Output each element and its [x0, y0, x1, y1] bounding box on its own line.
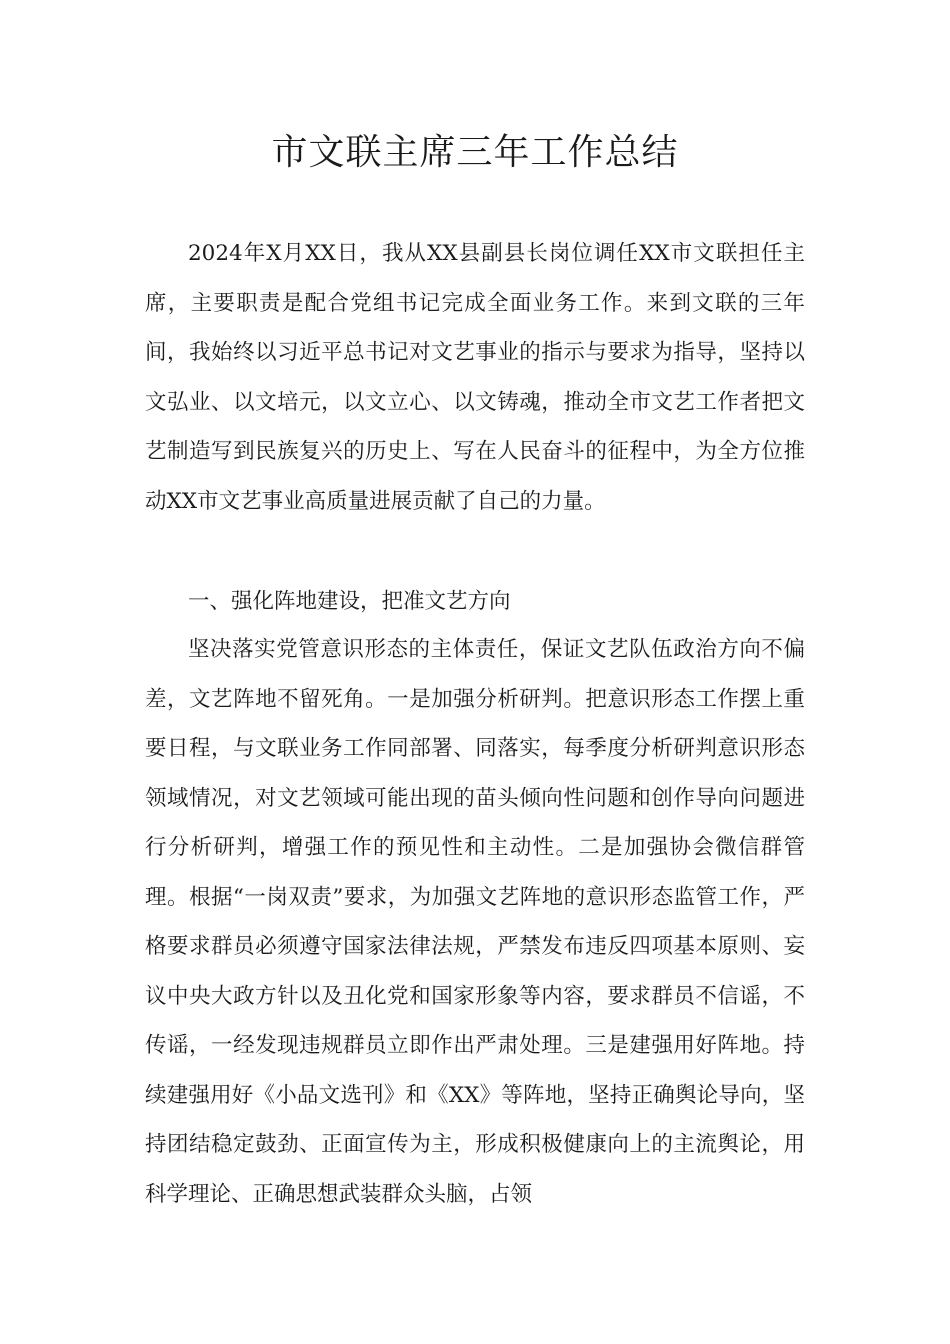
section-body-paragraph: 坚决落实党管意识形态的主体责任，保证文艺队伍政治方向不偏差，文艺阵地不留死角。一是加强分析研判。把意识形态工作摆上重要日程，与文联业务工作同部署、同落实，每季度分析研判意识形态领域情况，对文艺领域可能出现的苗头倾向性问题和创作导向问题进行分析研判，增强工作的预见性和主动性。二是加强协会微信群管理。根据“一岗双责”要求，为加强文艺阵地的意识形态监管工作，严格要求群员必须遵守国家法律法规，严禁发布违反四项基本原则、妄议中央大政方针以及丑化党和国家形象等内容，要求群员不信谣，不传谣，一经发现违规群员立即作出严肃处理。三是建强用好阵地。持续建强用好《小品文选刊》和《XX》等阵地，坚持正确舆论导向，坚持团结稳定鼓劲、正面宣传为主，形成积极健康向上的主流舆论，用科学理论、正确思想武装群众头脑，占领 [145, 637, 805, 1207]
intro-paragraph: 2024年X月XX日，我从XX县副县长岗位调任XX市文联担任主席，主要职责是配合党组书记完成全面业务工作。来到文联的三年间，我始终以习近平总书记对文艺事业的指示与要求为指导，坚持以文弘业、以文培元，以文立心、以文铸魂，推动全市文艺工作者把文艺制造写到民族复兴的历史上、写在人民奋斗的征程中，为全方位推动XX市文艺事业高质量进展贡献了自己的力量。 [145, 241, 805, 514]
section-heading: 一、强化阵地建设，把准文艺方向 [188, 589, 511, 614]
document-title: 市文联主席三年工作总结 [271, 132, 679, 173]
